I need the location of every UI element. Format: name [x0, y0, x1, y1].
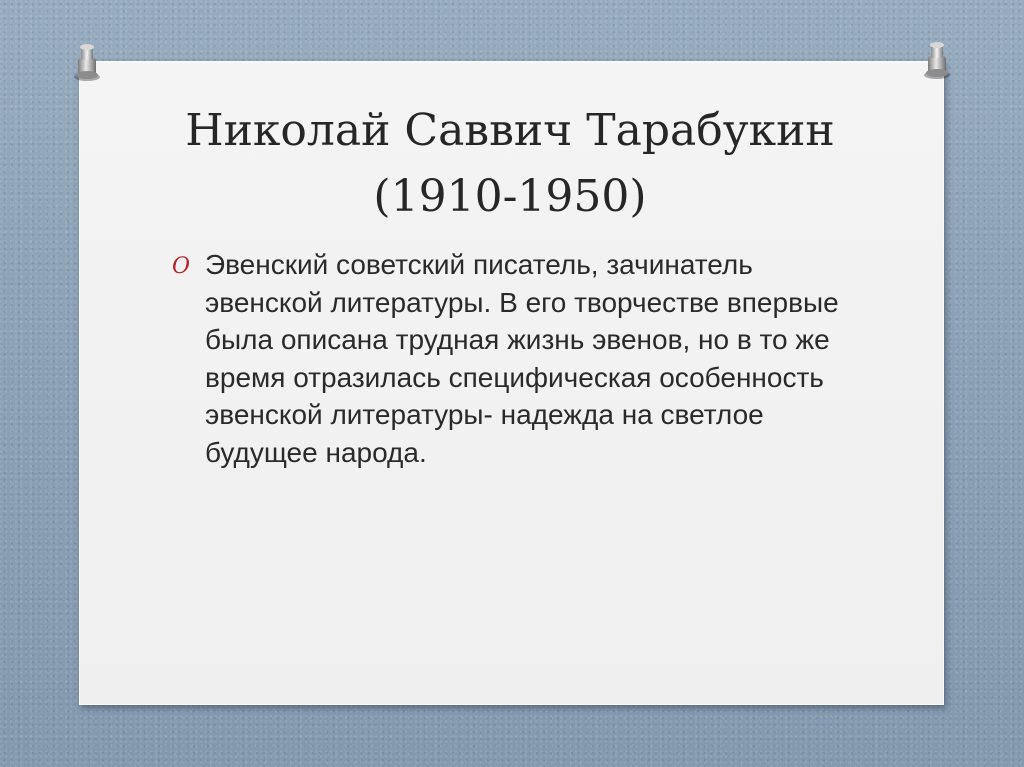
slide-title-line2: (1910-1950) — [373, 171, 647, 222]
pushpin-icon — [920, 40, 954, 80]
pushpin-icon — [70, 42, 104, 82]
slide-title-line1: Николай Саввич Тарабукин — [185, 105, 835, 156]
slide-title — [110, 98, 910, 230]
bullet-list — [172, 246, 872, 471]
bullet-item — [172, 246, 872, 471]
bullet-text: Эвенский советский писатель, зачинатель эвенской литературы. В его творчестве впервые была описана трудная жизнь эвенов, но в то же время отразилась специфическая особенность эвенской литературы- надежда на светлое будущее народа. — [205, 249, 839, 468]
bullet-marker-icon: O — [172, 254, 191, 279]
